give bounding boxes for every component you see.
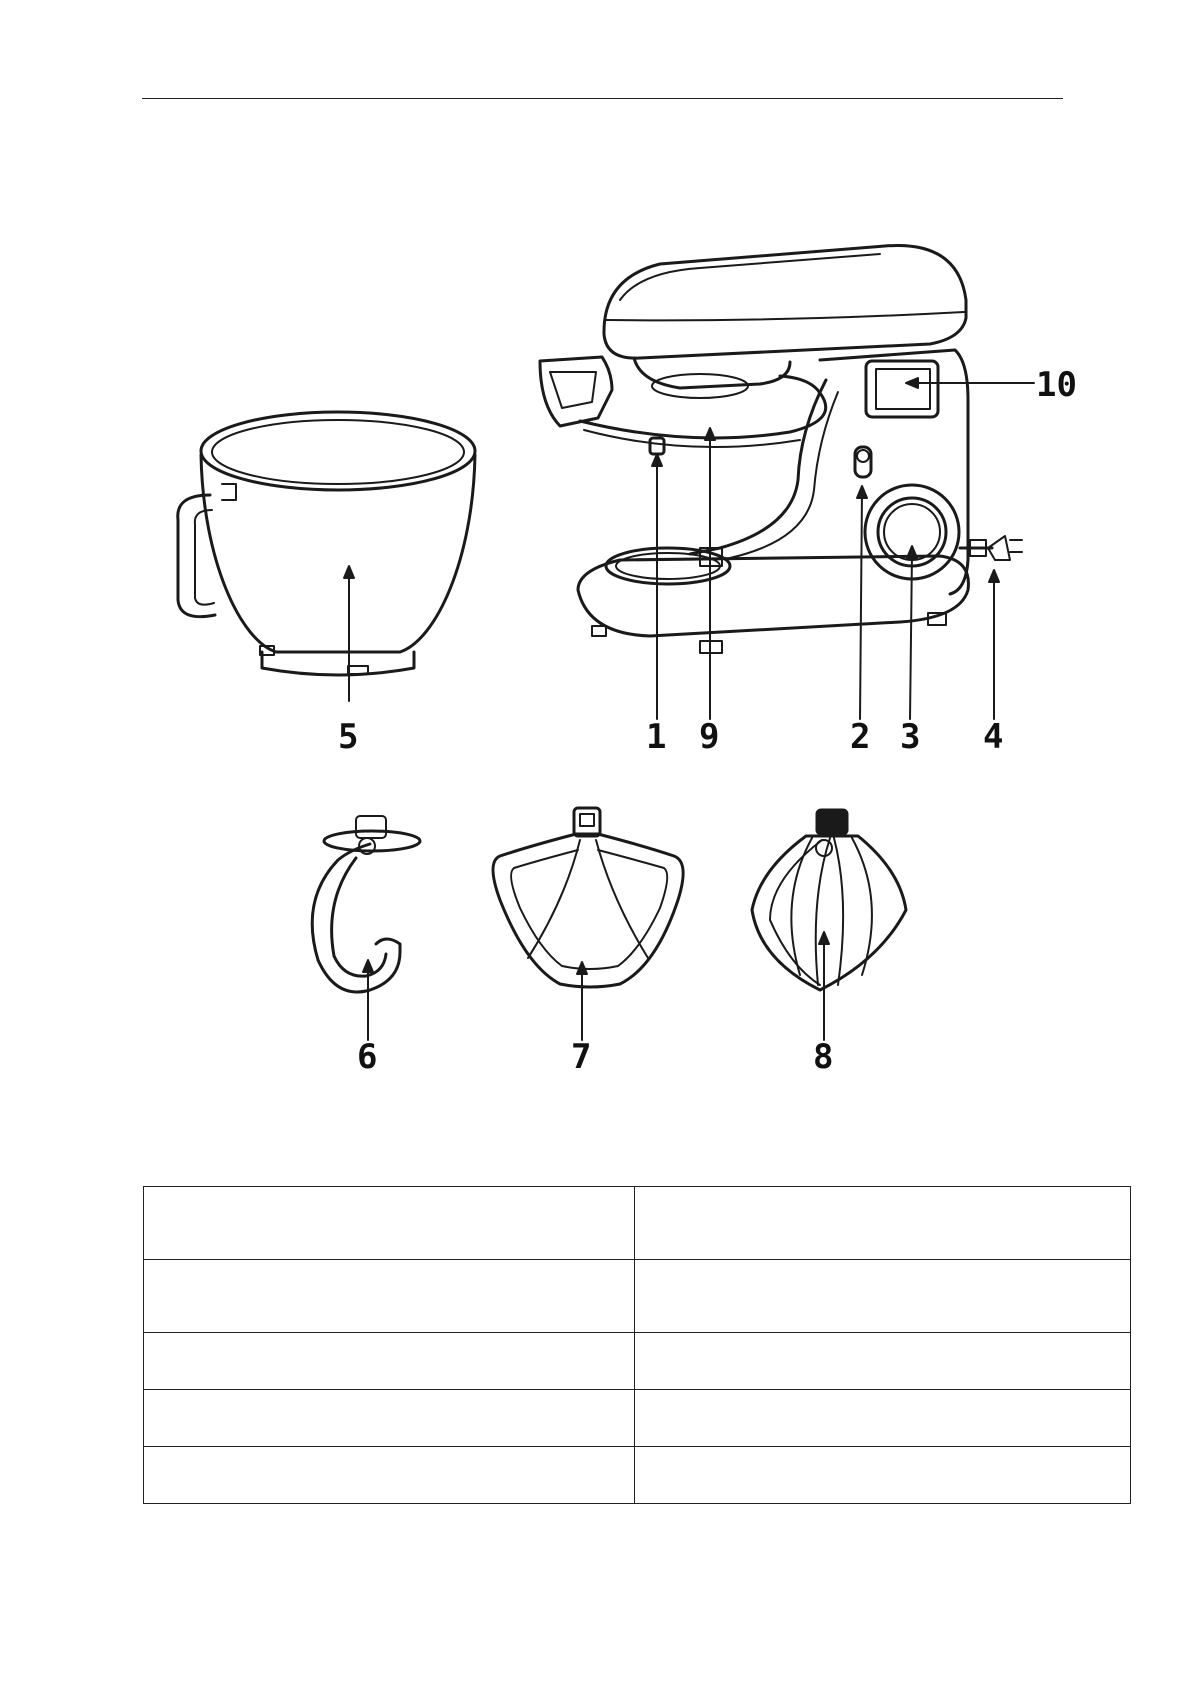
table-cell xyxy=(144,1333,635,1390)
table-row xyxy=(144,1447,1131,1504)
table-cell xyxy=(635,1187,1131,1260)
parts-table xyxy=(143,1186,1131,1504)
callout-4: 4 xyxy=(983,717,1004,757)
table-cell xyxy=(635,1260,1131,1333)
table-cell xyxy=(144,1447,635,1504)
table-cell xyxy=(144,1260,635,1333)
flat-beater-icon xyxy=(493,808,683,987)
callout-3: 3 xyxy=(900,717,921,757)
leader-lines xyxy=(344,378,1034,1040)
callout-5: 5 xyxy=(338,717,359,757)
table-row xyxy=(144,1260,1131,1333)
table-cell xyxy=(144,1390,635,1447)
table-row xyxy=(144,1333,1131,1390)
callout-2: 2 xyxy=(850,717,871,757)
bowl-icon xyxy=(178,412,475,675)
table-cell xyxy=(144,1187,635,1260)
table-row xyxy=(144,1390,1131,1447)
table-row xyxy=(144,1187,1131,1260)
mixer-icon xyxy=(540,245,1022,653)
table-cell xyxy=(635,1447,1131,1504)
table-cell xyxy=(635,1333,1131,1390)
callout-9: 9 xyxy=(699,717,720,757)
callout-10: 10 xyxy=(1036,365,1077,405)
callout-8: 8 xyxy=(813,1037,834,1077)
callout-6: 6 xyxy=(357,1037,378,1077)
callout-7: 7 xyxy=(571,1037,592,1077)
whisk-icon xyxy=(752,810,906,990)
callout-1: 1 xyxy=(646,717,667,757)
table-cell xyxy=(635,1390,1131,1447)
